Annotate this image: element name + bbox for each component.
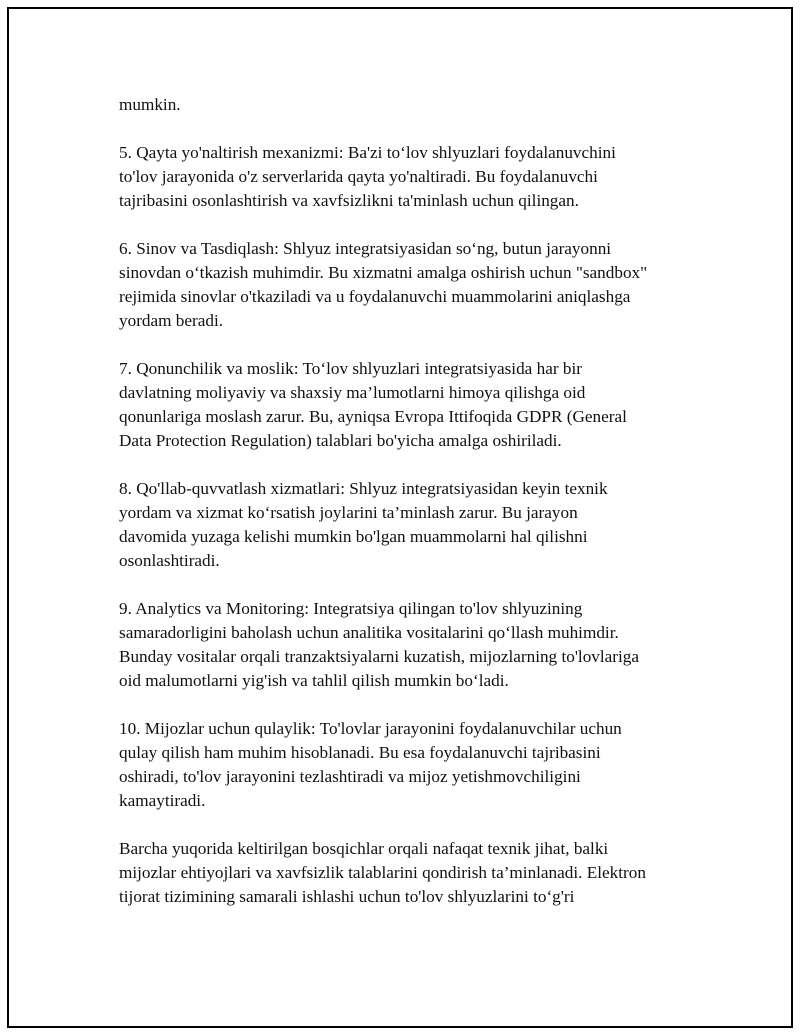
text-line: 6. Sinov va Tasdiqlash: Shlyuz integratsiyasidan so‘ng, butun jarayonni xyxy=(119,239,612,258)
text-line: davomida yuzaga kelishi mumkin bo'lgan muammolarni hal qilishni xyxy=(119,527,588,546)
text-line: sinovdan o‘tkazish muhimdir. Bu xizmatni amalga oshirish uchun "sandbox" xyxy=(119,263,648,282)
paragraph-conclusion xyxy=(119,837,699,909)
text-line: yordam beradi. xyxy=(119,311,224,330)
text-line: 7. Qonunchilik va moslik: To‘lov shlyuzlari integratsiyasida har bir xyxy=(119,359,582,378)
text-line: kamaytiradi. xyxy=(119,791,206,810)
text-line: davlatning moliyaviy va shaxsiy ma’lumotlarni himoya qilishga oid xyxy=(119,383,586,402)
paragraph-item-6 xyxy=(119,237,699,333)
text-line: Barcha yuqorida keltirilgan bosqichlar orqali nafaqat texnik jihat, balki xyxy=(119,839,609,858)
text-line: oshiradi, to'lov jarayonini tezlashtiradi va mijoz yetishmovchiligini xyxy=(119,767,581,786)
paragraph-item-8 xyxy=(119,477,699,573)
paragraph-item-9 xyxy=(119,597,699,693)
text-line: Data Protection Regulation) talablari bo'yicha amalga oshiriladi. xyxy=(119,431,562,450)
document-page xyxy=(7,7,793,1028)
text-line: yordam va xizmat ko‘rsatish joylarini ta’minlash zarur. Bu jarayon xyxy=(119,503,578,522)
document-body xyxy=(119,93,699,933)
text-line: tijorat tizimining samarali ishlashi uchun to'lov shlyuzlarini to‘g'ri xyxy=(119,887,575,906)
paragraph-continuation xyxy=(119,93,699,117)
text-line: tajribasini osonlashtirish va xavfsizlikni ta'minlash uchun qilingan. xyxy=(119,191,579,210)
text-line: 8. Qo'llab-quvvatlash xizmatlari: Shlyuz integratsiyasidan keyin texnik xyxy=(119,479,608,498)
text-line: mumkin. xyxy=(119,95,181,114)
text-line: osonlashtiradi. xyxy=(119,551,220,570)
text-line: oid malumotlarni yig'ish va tahlil qilish mumkin bo‘ladi. xyxy=(119,671,509,690)
text-line: 9. Analytics va Monitoring: Integratsiya qilingan to'lov shlyuzining xyxy=(119,599,583,618)
paragraph-item-5 xyxy=(119,141,699,213)
text-line: 5. Qayta yo'naltirish mexanizmi: Ba'zi to‘lov shlyuzlari foydalanuvchini xyxy=(119,143,616,162)
text-line: qonunlariga moslash zarur. Bu, ayniqsa Evropa Ittifoqida GDPR (General xyxy=(119,407,627,426)
paragraph-item-10 xyxy=(119,717,699,813)
text-line: qulay qilish ham muhim hisoblanadi. Bu esa foydalanuvchi tajribasini xyxy=(119,743,601,762)
text-line: samaradorligini baholash uchun analitika vositalarini qo‘llash muhimdir. xyxy=(119,623,619,642)
text-line: to'lov jarayonida o'z serverlarida qayta yo'naltiradi. Bu foydalanuvchi xyxy=(119,167,598,186)
paragraph-item-7 xyxy=(119,357,699,453)
text-line: mijozlar ehtiyojlari va xavfsizlik talablarini qondirish ta’minlanadi. Elektron xyxy=(119,863,646,882)
text-line: 10. Mijozlar uchun qulaylik: To'lovlar jarayonini foydalanuvchilar uchun xyxy=(119,719,622,738)
text-line: Bunday vositalar orqali tranzaktsiyalarni kuzatish, mijozlarning to'lovlariga xyxy=(119,647,640,666)
text-line: rejimida sinovlar o'tkaziladi va u foydalanuvchi muammolarini aniqlashga xyxy=(119,287,631,306)
